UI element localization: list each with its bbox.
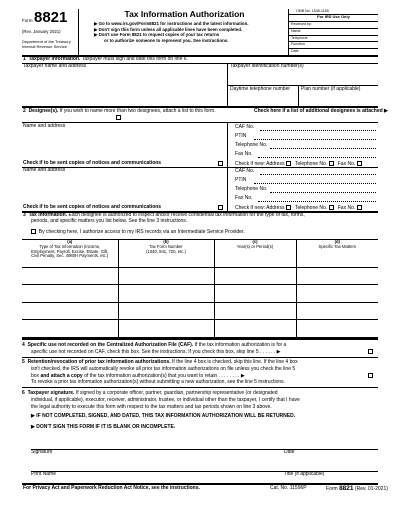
table-cell[interactable] — [296, 267, 378, 285]
line-number: 3 — [23, 212, 26, 218]
line-text: If you wish to name more than two designees, attach a list to this form. — [58, 108, 216, 114]
table-cell[interactable] — [118, 267, 214, 285]
fax-field[interactable] — [258, 201, 376, 202]
line-text: Each designee is authorized to inspect and/or receive confidential tax information for the type of tax, forms, — [67, 212, 305, 218]
print-name-label: Print Name — [31, 471, 57, 477]
table-cell[interactable] — [22, 302, 118, 320]
divider — [22, 387, 378, 388]
new-fax-label: Fax No. — [337, 161, 356, 167]
taxpayer-name-label: Taxpayer name and address — [23, 63, 87, 69]
footer-form-number: 8821 — [339, 485, 354, 492]
new-phone-checkbox[interactable] — [329, 205, 334, 210]
telephone-label: Telephone No. — [235, 142, 268, 148]
table-cell[interactable] — [296, 320, 378, 338]
header-instructions — [94, 21, 274, 44]
divider — [22, 122, 378, 123]
new-address-checkbox[interactable] — [286, 205, 291, 210]
revision-date: (Rev. January 2021) — [22, 29, 61, 34]
privacy-notice: For Privacy Act and Paperwork Reduction Act Notice, see the instructions. — [23, 485, 200, 491]
isp-checkbox[interactable] — [31, 229, 36, 234]
line-heading: Taxpayer information. — [28, 56, 81, 62]
signature-label: Signature — [31, 449, 53, 455]
telephone-field[interactable] — [270, 192, 376, 193]
divider — [31, 471, 378, 472]
table-row — [22, 267, 378, 285]
copies-label: Check if to be sent copies of notices and communications — [23, 160, 162, 166]
table-header-row — [22, 240, 378, 267]
instruction-line: or to authorize someone to represent you. See instructions. — [104, 38, 229, 44]
instruction-line: ▶ Go to www.irs.gov/Form8821 for instructions and the latest information. — [94, 21, 249, 26]
signature-field[interactable] — [31, 434, 271, 449]
table-cell[interactable] — [214, 267, 296, 285]
column-header: (d) Specific Tax Matters — [296, 240, 378, 267]
table-cell[interactable] — [214, 320, 296, 338]
table-cell[interactable] — [118, 285, 214, 303]
irs-telephone: Telephone — [289, 35, 378, 42]
table-row — [22, 302, 378, 320]
new-fax-checkbox[interactable] — [357, 205, 362, 210]
form-label: Form — [22, 18, 33, 23]
instruction-line: ▶ Don't use Form 8821 to request copies of your tax returns — [94, 32, 220, 38]
copies-label: Check if to be sent copies of notices and communications — [23, 204, 162, 210]
telephone-field[interactable] — [270, 148, 376, 149]
table-cell[interactable] — [22, 267, 118, 285]
omb-number: OMB No. 1545-1165 — [289, 9, 378, 15]
additional-designees-checkbox[interactable] — [116, 115, 121, 122]
divider — [298, 85, 299, 107]
irs-function: Function — [289, 41, 378, 48]
department: Department of the Treasury — [22, 39, 71, 44]
form-title: Tax Information Authorization — [124, 9, 245, 19]
new-phone-checkbox[interactable] — [329, 161, 334, 166]
isp-label: By checking here, I authorize access to my IRS records via an Intermediate Service Provider. — [38, 229, 245, 235]
line5: 5 Retention/revocation of prior tax information authorizations. If the line 4 box is checked, skip this line. If the line 4 box isn't checked, the IRS will automatically revoke all prior tax information authorizations on file unless you check the line 5 box and attach a copy of the tax information authorization(s) that you want to retain . . . . . . . . ▶ To revoke a prior tax information authorization(s) without submitting a new authorization, see the line 5 instructions. — [22, 359, 298, 386]
caf-label: CAF No. — [235, 168, 255, 174]
column-header: (a) Type of Tax Information (Income, Employment, Payroll, Excise, Estate, Gift, Civil Penalty, Sec. 4980H Payments, etc.) — [22, 240, 118, 267]
fax-label: Fax No. — [235, 151, 253, 157]
irs-use-block — [288, 9, 378, 55]
ptin-label: PTIN — [235, 133, 247, 139]
title-label: Title (if applicable) — [284, 471, 325, 477]
line-number: 2 — [23, 108, 26, 114]
footer-form-id — [326, 485, 388, 493]
divider — [31, 449, 378, 450]
fax-field[interactable] — [258, 157, 376, 158]
tax-info-table — [22, 240, 378, 338]
line-heading: Designee(s). — [28, 108, 59, 114]
line2-heading — [23, 109, 216, 115]
irs-date: Date — [289, 48, 378, 55]
warning-not-completed: ▶ IF NOT COMPLETED, SIGNED, AND DATED, THIS TAX INFORMATION AUTHORIZATION WILL BE RETURNED. — [31, 413, 296, 419]
new-phone-label: Telephone No. — [294, 161, 328, 167]
date-label: Date — [284, 449, 295, 455]
table-cell[interactable] — [296, 302, 378, 320]
irs-use-only: For IRS Use Only — [317, 14, 350, 19]
taxpayer-name-field[interactable] — [22, 71, 226, 106]
table-row — [22, 285, 378, 303]
column-header: (b) Tax Form Number (1040, 941, 720, etc.) — [118, 240, 214, 267]
form-number: 8821 — [34, 9, 68, 26]
caf-label: CAF No. — [235, 124, 255, 130]
new-fax-checkbox[interactable] — [357, 161, 362, 166]
line3-text2: periods, and specific matters you list below. See the line 3 instructions. — [31, 218, 188, 224]
ptin-field[interactable] — [254, 183, 376, 184]
caf-field[interactable] — [260, 130, 376, 131]
new-address-label: Check if new: Address — [235, 205, 285, 211]
designee1-name-field[interactable] — [22, 130, 222, 154]
fax-label: Fax No. — [235, 195, 253, 201]
new-address-checkbox[interactable] — [286, 161, 291, 166]
footer-rev: (Rev. 01-2021) — [354, 486, 388, 492]
irs-name: Name — [289, 28, 378, 35]
new-fax-label: Fax No. — [337, 205, 356, 211]
print-name-field[interactable] — [31, 457, 271, 471]
form-number-block — [22, 9, 79, 55]
ptin-label: PTIN — [235, 177, 247, 183]
designee2-name-field[interactable] — [22, 174, 222, 196]
plan-label: Plan number (if applicable) — [301, 86, 361, 92]
new-phone-label: Telephone No. — [294, 205, 328, 211]
table-cell[interactable] — [214, 285, 296, 303]
footer-form-label: Form — [326, 486, 338, 492]
column-header: (c) Year(s) or Period(s) — [214, 240, 296, 267]
agency-block — [22, 40, 71, 50]
designee2-name-label: Name and address — [23, 167, 66, 173]
divider — [22, 167, 378, 168]
line6: 6 Taxpayer signature. If signed by a corporate officer, partner, guardian, partnership representative (or designated individual, if applicable), executor, receiver, administrator, trustee, or individual other than the taxpayer, I certify that I have the legal authority to execute this form with respect to the tax matters and tax periods shown on line 3 above. — [22, 390, 300, 410]
additional-designees-text: Check here if a list of additional designees is attached ▶ — [254, 108, 388, 114]
table-cell[interactable] — [22, 320, 118, 338]
title-field[interactable] — [284, 457, 378, 471]
phone-label: Daytime telephone number — [230, 86, 291, 92]
line1-heading — [23, 57, 188, 63]
agency: Internal Revenue Service — [22, 43, 67, 49]
tin-field[interactable] — [228, 71, 378, 85]
telephone-label: Telephone No. — [235, 186, 268, 192]
divider — [227, 122, 228, 211]
table-cell[interactable] — [22, 285, 118, 303]
line5-checkbox[interactable] — [368, 373, 373, 380]
table-cell[interactable] — [118, 302, 214, 320]
new-address-label: Check if new: Address — [235, 161, 285, 167]
line-text: Taxpayer must sign and date this form on line 6. — [80, 56, 188, 62]
table-cell[interactable] — [296, 285, 378, 303]
warning-dont-sign: ▶ DON'T SIGN THIS FORM IF IT IS BLANK OR INCOMPLETE. — [31, 424, 176, 430]
caf-field[interactable] — [260, 174, 376, 175]
designee1-name-label: Name and address — [23, 123, 66, 129]
form-header — [22, 9, 378, 55]
table-cell[interactable] — [214, 302, 296, 320]
line4-checkbox[interactable] — [368, 349, 373, 356]
date-field[interactable] — [284, 434, 378, 449]
table-cell[interactable] — [118, 320, 214, 338]
table-row — [22, 320, 378, 338]
ptin-field[interactable] — [254, 139, 376, 140]
line-number: 1 — [23, 56, 26, 62]
line4: 4 Specific use not recorded on the Centralized Authorization File (CAF). If the tax information authorization is for a specific use not recorded on CAF, check this box. See the instructions. If you check this box, skip line 5 . . . . . . ▶ — [22, 342, 287, 355]
divider — [22, 338, 378, 340]
isp-authorization — [31, 229, 245, 236]
cat-number: Cat. No. 11596P — [270, 485, 307, 491]
line-heading: Tax information. — [28, 212, 68, 218]
tin-label: Taxpayer identification number(s) — [230, 63, 304, 69]
instruction-line: ▶ Don't sign this form unless all applicable lines have been completed. — [94, 26, 243, 32]
form-8821 — [22, 9, 388, 509]
irs-received-by: Received by: — [289, 21, 378, 28]
divider — [22, 357, 378, 358]
